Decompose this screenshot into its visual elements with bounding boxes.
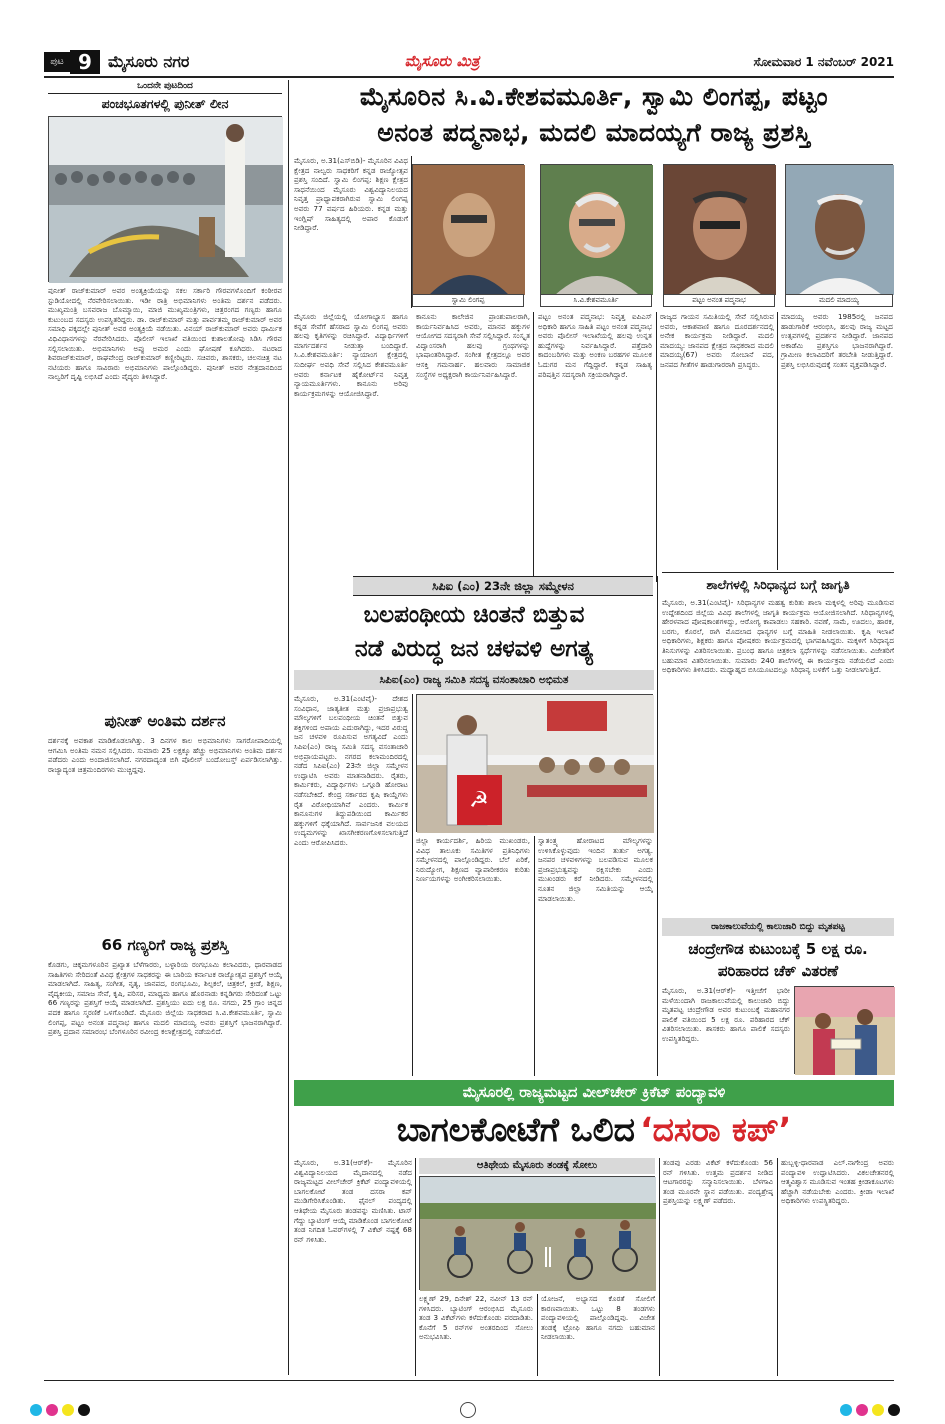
lead-col-rule-3 xyxy=(656,312,657,582)
caption-pattam-ananta: ಪಟ್ಟಂ ಅನಂತ ಪದ್ಮನಾಭ xyxy=(663,294,775,307)
registration-cyan-2 xyxy=(840,1404,852,1416)
cpim-col-rule-2 xyxy=(534,836,535,1076)
cpim-col-rule xyxy=(412,694,413,1076)
cheque-title-line1: ಚಂದ್ರೇಗೌಡ ಕುಟುಂಬಕ್ಕೆ 5 ಲಕ್ಷ ರೂ. xyxy=(688,940,868,958)
cricket-body-col-b: ಲಕ್ಷ್ಮಣ್ 29, ದಿನೇಶ್ 22, ನವೀನ್ 13 ರನ್ ಗಳಿಸಿದರು. ಬ್ಯಾಟಿಂಗ್ ಆರಂಭಿಸಿದ ಮೈಸೂರು ತಂಡ 3 ವಿಕೆಟ್‌ಗಳು ಕಳೆದುಕೊಂಡು ಪರದಾಡಿತು. ಕೊನೆಗೆ 5 ರನ್‌ಗಳ ಅಂತರದಿಂದ ಸೋಲು ಅನುಭವಿಸಿತು. xyxy=(419,1294,533,1342)
cpim-body-col-c: ಸ್ವಾತಂತ್ರ್ಯ ಹೋರಾಟದ ಮೌಲ್ಯಗಳನ್ನು ಉಳಿಸಿಕೊಳ್ಳುವುದು ಇಂದಿನ ತುರ್ತು ಅಗತ್ಯ. ಜನಪರ ಚಳವಳಿಗಳನ್ನು ಬಲಪಡಿಸುವ ಮೂಲಕ ಪ್ರಜಾಪ್ರಭುತ್ವವನ್ನು ರಕ್ಷಿಸಬೇಕು ಎಂದು ಮುಖಂಡರು ಕರೆ ನೀಡಿದರು. ಸಮ್ಮೇಳನದಲ್ಲಿ ನೂತನ ಜಿಲ್ಲಾ ಸಮಿತಿಯನ್ನು ಆಯ್ಕೆ ಮಾಡಲಾಯಿತು. xyxy=(538,836,653,903)
registration-center xyxy=(460,1402,476,1418)
left-story-body: ಪುನೀತ್ ರಾಜ್‌ಕುಮಾರ್ ಅವರ ಅಂತ್ಯಕ್ರಿಯೆಯನ್ನು ಸಕಲ ಸರ್ಕಾರಿ ಗೌರವಗಳೊಂದಿಗೆ ಕಂಠೀರವ ಸ್ಟುಡಿಯೋದಲ್ಲಿ ನೆರವೇರಿಸಲಾಯಿತು. ಇಡೀ ರಾತ್ರಿ ಅಭಿಮಾನಿಗಳು ಅಂತಿಮ ದರ್ಶನ ಪಡೆದರು. ಮುಖ್ಯಮಂತ್ರಿ ಬಸವರಾಜ ಬೊಮ್ಮಾಯಿ, ಮಾಜಿ ಮುಖ್ಯಮಂತ್ರಿಗಳು, ಚಿತ್ರರಂಗದ ಗಣ್ಯರು ಹಾಗೂ ಕುಟುಂಬದ ಸದಸ್ಯರು ಉಪಸ್ಥಿತರಿದ್ದರು. ಡಾ. ರಾಜ್‌ಕುಮಾರ್ ಮತ್ತು ಪಾರ್ವತಮ್ಮ ರಾಜ್‌ಕುಮಾರ್ ಅವರ ಸಮಾಧಿ ಪಕ್ಕದಲ್ಲೇ ಪುನೀತ್ ಅವರ ಅಂತ್ಯಕ್ರಿಯೆ ನಡೆಯಿತು. ವಿನಯ್ ರಾಜ್‌ಕುಮಾರ್ ಅವರು ಧಾರ್ಮಿಕ ವಿಧಿವಿಧಾನಗಳನ್ನು ನೆರವೇರಿಸಿದರು. ಪೊಲೀಸ್ ಇಲಾಖೆ ವತಿಯಿಂದ ಕುಶಾಲತೋಪು ಸಿಡಿಸಿ ಗೌರವ ಸಲ್ಲಿಸಲಾಯಿತು. ಅಭಿಮಾನಿಗಳು ಅಪ್ಪು ಅಮರ ಎಂದು ಘೋಷಣೆ ಕೂಗಿದರು. ನಟರಾದ ಶಿವರಾಜ್‌ಕುಮಾರ್, ರಾಘವೇಂದ್ರ ರಾಜ್‌ಕುಮಾರ್ ಕಣ್ಣೀರಿಟ್ಟರು. ಸಚಿವರು, ಶಾಸಕರು, ಚಲನಚಿತ್ರ ನಟ ನಟಿಯರು ಹಾಗೂ ಸಾವಿರಾರು ಅಭಿಮಾನಿಗಳು ಪಾಲ್ಗೊಂಡಿದ್ದರು. ಪುನೀತ್ ಅವರ ನೇತ್ರದಾನದಿಂದ ನಾಲ್ವರಿಗೆ ದೃಷ್ಟಿ ಲಭಿಸಿದೆ ಎಂದು ವೈದ್ಯರು ತಿಳಿಸಿದ್ದಾರೆ. xyxy=(48,286,282,382)
cricket-body-col-d: ತಂಡವು ಎರಡು ವಿಕೆಟ್ ಕಳೆದುಕೊಂಡು 56 ರನ್ ಗಳಿಸಿತು. ಉತ್ತಮ ಪ್ರದರ್ಶನ ನೀಡಿದ ಆಟಗಾರರನ್ನು ಸನ್ಮಾನಿಸಲಾಯಿತು. ಬೆಳಗಾವಿ ತಂಡ ಮೂರನೇ ಸ್ಥಾನ ಪಡೆಯಿತು. ಪಂದ್ಯಶ್ರೇಷ್ಠ ಪ್ರಶಸ್ತಿಯನ್ನು ಲಕ್ಷ್ಮಣ್ ಪಡೆದರು. xyxy=(663,1158,773,1206)
cheque-kicker: ರಾಜಕಾಲುವೆಯಲ್ಲಿ ಕಾಲುಜಾರಿ ಬಿದ್ದು ಮೃತಪಟ್ಟ xyxy=(662,918,894,936)
funeral-photo xyxy=(48,116,282,282)
lead-intro: ಮೈಸೂರು, ಅ.31(ಎಸ್‌ಬಿಡಿ)- ಮೈಸೂರಿನ ವಿವಿಧ ಕ್ಷೇತ್ರದ ನಾಲ್ವರು ಸಾಧಕರಿಗೆ ಕನ್ನಡ ರಾಜ್ಯೋತ್ಸವ ಪ್ರಶಸ್ತಿ ಸಂದಿದೆ. ಸ್ವಾಮಿ ಲಿಂಗಪ್ಪ: ಶಿಕ್ಷಣ ಕ್ಷೇತ್ರದ ಸಾಧನೆಯಿಂದ ಮೈಸೂರು ವಿಶ್ವವಿದ್ಯಾನಿಲಯದ ನಿವೃತ್ತ ಪ್ರಾಧ್ಯಾಪಕರಾಗಿರುವ ಸ್ವಾಮಿ ಲಿಂಗಪ್ಪ ಅವರು 77 ವರ್ಷದ ಹಿರಿಯರು. ಕನ್ನಡ ಮತ್ತು ಇಂಗ್ಲಿಷ್ ಸಾಹಿತ್ಯದಲ್ಲಿ ಅಪಾರ ಕೊಡುಗೆ ನೀಡಿದ್ದಾರೆ. xyxy=(294,156,408,233)
cricket-col-rule-2 xyxy=(537,1294,538,1376)
cricket-headline: ಬಾಗಲಕೋಟೆಗೆ ಒಲಿದ xyxy=(396,1110,635,1149)
cricket-headline-wrap xyxy=(294,1108,894,1152)
lead-body-col-b: ಕಾನೂನು ಕಾಲೇಜಿನ ಪ್ರಾಂಶುಪಾಲರಾಗಿ, ಕಾರ್ಯನಿರ್ವಹಿಸಿದ ಅವರು, ಮಾನವ ಹಕ್ಕುಗಳ ಆಯೋಗದ ಸದಸ್ಯರಾಗಿ ಸೇವೆ ಸಲ್ಲಿಸಿದ್ದಾರೆ. ಸಂಸ್ಕೃತ ವಿದ್ವಾಂಸರಾಗಿ ಹಲವು ಗ್ರಂಥಗಳನ್ನು ಭಾಷಾಂತರಿಸಿದ್ದಾರೆ. ಸಂಗೀತ ಕ್ಷೇತ್ರದಲ್ಲೂ ಅವರ ಆಸಕ್ತಿ ಗಮನಾರ್ಹ. ಹಲವಾರು ಸಾಮಾಜಿಕ ಸಂಸ್ಥೆಗಳ ಅಧ್ಯಕ್ಷರಾಗಿ ಕಾರ್ಯನಿರ್ವಹಿಸಿದ್ದಾರೆ. xyxy=(416,312,531,379)
issue-date: ಸೋಮವಾರ 1 ನವೆಂಬರ್ 2021 xyxy=(753,55,894,69)
registration-yellow xyxy=(62,1404,74,1416)
school-story-body: ಮೈಸೂರು, ಅ.31(ಎಂಟಿವೈ)- ಸಿರಿಧಾನ್ಯಗಳ ಮಹತ್ವ ಕುರಿತು ಶಾಲಾ ಮಕ್ಕಳಲ್ಲಿ ಅರಿವು ಮೂಡಿಸುವ ಉದ್ದೇಶದಿಂದ ಜಿಲ್ಲೆಯ ವಿವಿಧ ಶಾಲೆಗಳಲ್ಲಿ ಜಾಗೃತಿ ಕಾರ್ಯಕ್ರಮ ಆಯೋಜಿಸಲಾಗಿದೆ. ಸಿರಿಧಾನ್ಯಗಳಲ್ಲಿ ಹೇರಳವಾದ ಪೋಷಕಾಂಶಗಳಿದ್ದು, ಆರೋಗ್ಯ ಕಾಪಾಡಲು ಸಹಕಾರಿ. ನವಣೆ, ಸಾಮೆ, ಊದಲು, ಹಾರಕ, ಬರಗು, ಕೊರಲೆ, ರಾಗಿ ಮೊದಲಾದ ಧಾನ್ಯಗಳ ಬಗ್ಗೆ ಮಾಹಿತಿ ನೀಡಲಾಯಿತು. ಕೃಷಿ ಇಲಾಖೆ ಅಧಿಕಾರಿಗಳು, ಶಿಕ್ಷಕರು ಹಾಗೂ ಪೋಷಕರು ಕಾರ್ಯಕ್ರಮದಲ್ಲಿ ಭಾಗವಹಿಸಿದ್ದರು. ಮಕ್ಕಳಿಗೆ ಸಿರಿಧಾನ್ಯದ ತಿನಿಸುಗಳನ್ನು ವಿತರಿಸಲಾಯಿತು. ಪ್ರಬಂಧ ಹಾಗೂ ಚಿತ್ರಕಲಾ ಸ್ಪರ್ಧೆಗಳನ್ನು ನಡೆಸಲಾಯಿತು. ವಿಜೇತರಿಗೆ ಬಹುಮಾನ ವಿತರಿಸಲಾಯಿತು. ಸುಮಾರು 240 ಶಾಲೆಗಳಲ್ಲಿ ಈ ಕಾರ್ಯಕ್ರಮ ನಡೆಯಲಿದೆ ಎಂದು ಅಧಿಕಾರಿಗಳು ತಿಳಿಸಿದರು. ಮಧ್ಯಾಹ್ನದ ಬಿಸಿಯೂಟದಲ್ಲೂ ಸಿರಿಧಾನ್ಯ ಬಳಕೆಗೆ ಒತ್ತು ನೀಡಲಾಗುತ್ತಿದೆ. xyxy=(662,598,894,675)
cheque-title-line2: ಪರಿಹಾರದ ಚೆಕ್ ವಿತರಣೆ xyxy=(717,962,839,980)
registration-black-2 xyxy=(888,1404,900,1416)
masthead-logo: ಮೈಸೂರು ಮಿತ್ರ xyxy=(404,52,480,70)
portrait-swami-lingappa xyxy=(412,164,524,294)
lead-body-col-a: ಮೈಸೂರು ಜಿಲ್ಲೆಯಲ್ಲಿ ಯೋಗಾಭ್ಯಾಸ ಹಾಗೂ ಕನ್ನಡ ಸೇವೆಗೆ ಹೆಸರಾದ ಸ್ವಾಮಿ ಲಿಂಗಪ್ಪ ಅವರು ಹಲವು ಕೃತಿಗಳನ್ನು ರಚಿಸಿದ್ದಾರೆ. ವಿದ್ಯಾರ್ಥಿಗಳಿಗೆ ಮಾರ್ಗದರ್ಶನ ನೀಡುತ್ತಾ ಬಂದಿದ್ದಾರೆ. ಸಿ.ವಿ.ಕೇಶವಮೂರ್ತಿ: ನ್ಯಾಯಾಂಗ ಕ್ಷೇತ್ರದಲ್ಲಿ ಸುದೀರ್ಘ ಅವಧಿ ಸೇವೆ ಸಲ್ಲಿಸಿದ ಕೇಶವಮೂರ್ತಿ ಅವರು ಕರ್ನಾಟಕ ಹೈಕೋರ್ಟ್‌ನ ನಿವೃತ್ತ ನ್ಯಾಯಮೂರ್ತಿಗಳು. ಕಾನೂನು ಅರಿವು ಕಾರ್ಯಕ್ರಮಗಳನ್ನು ಆಯೋಜಿಸಿದ್ದಾರೆ. xyxy=(294,312,408,398)
left-story-kicker: ಒಂದನೇ ಪುಟದಿಂದ xyxy=(48,80,282,94)
school-top-rule xyxy=(662,572,894,573)
page-label: ಪುಟ xyxy=(44,52,70,72)
registration-black xyxy=(78,1404,90,1416)
left-sub-heading-awards: 66 ಗಣ್ಯರಿಗೆ ರಾಜ್ಯ ಪ್ರಶಸ್ತಿ xyxy=(101,936,229,954)
cricket-col-rule-4 xyxy=(777,1158,778,1376)
section-name: ಮೈಸೂರು ನಗರ xyxy=(108,52,190,71)
lead-body-col-e: ಮಾದಯ್ಯ ಅವರು 1985ರಲ್ಲಿ ಜನಪದ ಹಾಡುಗಾರಿಕೆ ಆರಂಭಿಸಿ, ಹಲವು ರಾಜ್ಯ ಮಟ್ಟದ ಉತ್ಸವಗಳಲ್ಲಿ ಪ್ರದರ್ಶನ ನೀಡಿದ್ದಾರೆ. ಜಾನಪದ ಅಕಾಡೆಮಿ ಪ್ರಶಸ್ತಿಗೂ ಭಾಜನರಾಗಿದ್ದಾರೆ. ಗ್ರಾಮೀಣ ಕಲಾವಿದರಿಗೆ ತರಬೇತಿ ನೀಡುತ್ತಿದ್ದಾರೆ. ಪ್ರಶಸ್ತಿ ಲಭಿಸಿರುವುದಕ್ಕೆ ಸಂತಸ ವ್ಯಕ್ತಪಡಿಸಿದ್ದಾರೆ. xyxy=(781,312,893,369)
lead-body-col-c: ಪಟ್ಟಂ ಅನಂತ ಪದ್ಮನಾಭ: ನಿವೃತ್ತ ಐಪಿಎಸ್ ಅಧಿಕಾರಿ ಹಾಗೂ ಸಾಹಿತಿ ಪಟ್ಟಂ ಅನಂತ ಪದ್ಮನಾಭ ಅವರು ಪೊಲೀಸ್ ಇಲಾಖೆಯಲ್ಲಿ ಹಲವು ಉನ್ನತ ಹುದ್ದೆಗಳನ್ನು ನಿರ್ವಹಿಸಿದ್ದಾರೆ. ಪತ್ತೆದಾರಿ ಕಾದಂಬರಿಗಳು ಮತ್ತು ಅಂಕಣ ಬರಹಗಳ ಮೂಲಕ ಓದುಗರ ಮನ ಗೆದ್ದಿದ್ದಾರೆ. ಕನ್ನಡ ಸಾಹಿತ್ಯ ಪರಿಷತ್ತಿನ ಸದಸ್ಯರಾಗಿ ಸಕ್ರಿಯರಾಗಿದ್ದಾರೆ. xyxy=(538,312,652,379)
left-story-title: ಪಂಚಭೂತಗಳಲ್ಲಿ ಪುನೀತ್ ಲೀನ xyxy=(101,96,229,111)
left-awards-body: ಕೊಡಗು, ಚಿಕ್ಕಮಗಳೂರಿನ ಪ್ರಖ್ಯಾತ ಬೆಳೆಗಾರರು, ಬಳ್ಳಾರಿಯ ರಂಗಭೂಮಿ ಕಲಾವಿದರು, ಧಾರವಾಡದ ಸಾಹಿತಿಗಳು ಸೇರಿದಂತೆ ವಿವಿಧ ಕ್ಷೇತ್ರಗಳ ಸಾಧಕರನ್ನು ಈ ಬಾರಿಯ ಕರ್ನಾಟಕ ರಾಜ್ಯೋತ್ಸವ ಪ್ರಶಸ್ತಿಗೆ ಆಯ್ಕೆ ಮಾಡಲಾಗಿದೆ. ಸಾಹಿತ್ಯ, ಸಂಗೀತ, ನೃತ್ಯ, ಜಾನಪದ, ರಂಗಭೂಮಿ, ಶಿಲ್ಪಕಲೆ, ಚಿತ್ರಕಲೆ, ಕ್ರೀಡೆ, ಶಿಕ್ಷಣ, ವೈದ್ಯಕೀಯ, ಸಮಾಜ ಸೇವೆ, ಕೃಷಿ, ಪರಿಸರ, ಮಾಧ್ಯಮ ಹಾಗೂ ಹೊರನಾಡು ಕನ್ನಡಿಗರು ಸೇರಿದಂತೆ ಒಟ್ಟು 66 ಗಣ್ಯರನ್ನು ಪ್ರಶಸ್ತಿಗೆ ಆಯ್ಕೆ ಮಾಡಲಾಗಿದೆ. ಪ್ರಶಸ್ತಿಯು ಐದು ಲಕ್ಷ ರೂ. ನಗದು, 25 ಗ್ರಾಂ ಚಿನ್ನದ ಪದಕ ಹಾಗೂ ಸ್ಮರಣಿಕೆ ಒಳಗೊಂಡಿದೆ. ಮೈಸೂರು ಜಿಲ್ಲೆಯ ಸಾಧಕರಾದ ಸಿ.ವಿ.ಕೇಶವಮೂರ್ತಿ, ಸ್ವಾಮಿ ಲಿಂಗಪ್ಪ, ಪಟ್ಟಂ ಅನಂತ ಪದ್ಮನಾಭ ಹಾಗೂ ಮದಲಿ ಮಾದಯ್ಯ ಅವರು ಪ್ರಶಸ್ತಿಗೆ ಭಾಜನರಾಗಿದ್ದಾರೆ. ಪ್ರಶಸ್ತಿ ಪ್ರದಾನ ಸಮಾರಂಭ ಬೆಂಗಳೂರಿನ ರವೀಂದ್ರ ಕಲಾಕ್ಷೇತ್ರದಲ್ಲಿ ನಡೆಯಲಿದೆ. xyxy=(48,960,282,1037)
cricket-match-photo xyxy=(419,1176,655,1290)
cpim-banner: ಸಿಪಿಐ (ಎಂ) 23ನೇ ಜಿಲ್ಲಾ ಸಮ್ಮೇಳನ xyxy=(353,576,653,596)
cricket-headline-quote: ‘ದಸರಾ ಕಪ್’ xyxy=(640,1110,792,1149)
lead-headline-line2: ಅನಂತ ಪದ್ಮನಾಭ, ಮದಲಿ ಮಾದಯ್ಯಗೆ ರಾಜ್ಯ ಪ್ರಶಸ್ತಿ xyxy=(377,118,811,147)
svg-text:☭: ☭ xyxy=(469,788,489,813)
registration-magenta-2 xyxy=(856,1404,868,1416)
cpim-subhead: ಸಿಪಿಐ(ಎಂ) ರಾಜ್ಯ ಸಮಿತಿ ಸದಸ್ಯ ವಸಂತಾಚಾರಿ ಅಭಿಮತ xyxy=(294,670,654,690)
cheque-story-body: ಮೈಸೂರು, ಅ.31(ಆರ್‌ಕೆ)- ಇತ್ತೀಚೆಗೆ ಭಾರೀ ಮಳೆಯಿಂದಾಗಿ ರಾಜಕಾಲುವೆಯಲ್ಲಿ ಕಾಲುಜಾರಿ ಬಿದ್ದು ಮೃತಪಟ್ಟ ಚಂದ್ರೇಗೌಡ ಅವರ ಕುಟುಂಬಕ್ಕೆ ಮಹಾನಗರ ಪಾಲಿಕೆ ವತಿಯಿಂದ 5 ಲಕ್ಷ ರೂ. ಪರಿಹಾರದ ಚೆಕ್ ವಿತರಿಸಲಾಯಿತು. ಶಾಸಕರು ಹಾಗೂ ಪಾಲಿಕೆ ಸದಸ್ಯರು ಉಪಸ್ಥಿತರಿದ್ದರು. xyxy=(662,986,790,1043)
cricket-banner: ಮೈಸೂರಲ್ಲಿ ರಾಜ್ಯಮಟ್ಟದ ವೀಲ್‌ಚೇರ್ ಕ್ರಿಕೆಟ್ ಪಂದ್ಯಾವಳಿ xyxy=(294,1080,894,1106)
cpim-headline-line2: ನಡೆ ವಿರುದ್ಧ ಜನ ಚಳವಳಿ ಅಗತ್ಯ xyxy=(354,636,594,662)
cricket-body-col-c: ಯೋಜನೆ, ಅಭ್ಯಾಸದ ಕೊರತೆ ಸೋಲಿಗೆ ಕಾರಣವಾಯಿತು. ಒಟ್ಟು 8 ತಂಡಗಳು ಪಂದ್ಯಾವಳಿಯಲ್ಲಿ ಪಾಲ್ಗೊಂಡಿದ್ದವು. ವಿಜೇತ ತಂಡಕ್ಕೆ ಟ್ರೋಫಿ ಹಾಗೂ ನಗದು ಬಹುಮಾನ ನೀಡಲಾಯಿತು. xyxy=(541,1294,655,1342)
school-story-title: ಶಾಲೆಗಳಲ್ಲಿ ಸಿರಿಧಾನ್ಯದ ಬಗ್ಗೆ ಜಾಗೃತಿ xyxy=(706,577,850,592)
lead-body-col-d: ರಾಜ್ಯದ ಗಾಯನ ಸಮಿತಿಯಲ್ಲಿ ಸೇವೆ ಸಲ್ಲಿಸಿರುವ ಅವರು, ಆಕಾಶವಾಣಿ ಹಾಗೂ ದೂರದರ್ಶನದಲ್ಲಿ ಅನೇಕ ಕಾರ್ಯಕ್ರಮ ನೀಡಿದ್ದಾರೆ. ಮದಲಿ ಮಾದಯ್ಯ: ಜಾನಪದ ಕ್ಷೇತ್ರದ ಸಾಧಕರಾದ ಮದಲಿ ಮಾದಯ್ಯ(67) ಅವರು ಸೋಬಾನೆ ಪದ, ಜನಪದ ಗೀತೆಗಳ ಹಾಡುಗಾರರಾಗಿ ಪ್ರಸಿದ್ಧರು. xyxy=(660,312,774,369)
lead-col-rule-2 xyxy=(533,312,534,582)
registration-cyan xyxy=(30,1404,42,1416)
left-sub-heading-darshan: ಪುನೀತ್ ಅಂತಿಮ ದರ್ಶನ xyxy=(104,712,226,730)
portrait-madali-madaiah xyxy=(785,164,893,294)
cricket-col-rule-3 xyxy=(659,1158,660,1376)
header-rule xyxy=(44,76,894,78)
caption-swami-lingappa: ಸ್ವಾಮಿ ಲಿಂಗಪ್ಪ xyxy=(412,294,524,307)
registration-yellow-2 xyxy=(872,1404,884,1416)
caption-madali-madaiah: ಮದಲಿ ಮಾದಯ್ಯ xyxy=(785,294,893,307)
registration-magenta xyxy=(46,1404,58,1416)
cpim-body-col-b: ಜಿಲ್ಲಾ ಕಾರ್ಯದರ್ಶಿ, ಹಿರಿಯ ಮುಖಂಡರು, ವಿವಿಧ ತಾಲೂಕು ಸಮಿತಿಗಳ ಪ್ರತಿನಿಧಿಗಳು ಸಮ್ಮೇಳನದಲ್ಲಿ ಪಾಲ್ಗೊಂಡಿದ್ದರು. ಬೆಲೆ ಏರಿಕೆ, ನಿರುದ್ಯೋಗ, ಶಿಕ್ಷಣದ ವ್ಯಾಪಾರೀಕರಣ ಕುರಿತು ನಿರ್ಣಯಗಳನ್ನು ಅಂಗೀಕರಿಸಲಾಯಿತು. xyxy=(416,836,530,884)
portrait-keshavamurthy xyxy=(540,164,652,294)
left-darshan-body: ದರ್ಶನಕ್ಕೆ ಅವಕಾಶ ಮಾಡಿಕೊಡಲಾಗಿತ್ತು. 3 ದಿನಗಳ ಕಾಲ ಅಭಿಮಾನಿಗಳು ಸಾಗರೋಪಾದಿಯಲ್ಲಿ ಆಗಮಿಸಿ ಅಂತಿಮ ನಮನ ಸಲ್ಲಿಸಿದರು. ಸುಮಾರು 25 ಲಕ್ಷಕ್ಕೂ ಹೆಚ್ಚು ಅಭಿಮಾನಿಗಳು ಅಂತಿಮ ದರ್ಶನ ಪಡೆದರು ಎಂದು ಅಂದಾಜಿಸಲಾಗಿದೆ. ನಗರದಾದ್ಯಂತ ಬಿಗಿ ಪೊಲೀಸ್ ಬಂದೋಬಸ್ತ್ ಏರ್ಪಡಿಸಲಾಗಿತ್ತು. ರಾಜ್ಯಾದ್ಯಂತ ಚಿತ್ರಮಂದಿರಗಳು ಮುಚ್ಚಿದ್ದವು. xyxy=(48,736,282,774)
cheque-handover-photo xyxy=(794,986,894,1074)
cricket-col-rule-1 xyxy=(415,1158,416,1376)
lead-col-rule-1 xyxy=(411,156,412,308)
cpim-conference-photo xyxy=(416,694,653,832)
footer-rule xyxy=(44,1380,894,1381)
page-number: 9 xyxy=(70,50,100,74)
cricket-body-col-e: ಹುಬ್ಬಳ್ಳಿ-ಧಾರವಾಡ ಎಲ್.ನಾಗೇಂದ್ರ ಅವರು ಪಂದ್ಯಾವಳಿ ಉದ್ಘಾಟಿಸಿದರು. ವಿಕಲಚೇತನರಲ್ಲಿ ಆತ್ಮವಿಶ್ವಾಸ ಮೂಡಿಸುವ ಇಂತಹ ಕ್ರೀಡಾಕೂಟಗಳು ಹೆಚ್ಚಾಗಿ ನಡೆಯಬೇಕು ಎಂದರು. ಕ್ರೀಡಾ ಇಲಾಖೆ ಅಧಿಕಾರಿಗಳು ಉಪಸ್ಥಿತರಿದ್ದರು. xyxy=(781,1158,894,1206)
middle-right-divider xyxy=(657,576,658,1076)
cpim-body-col-a: ಮೈಸೂರು, ಅ.31(ಎಂಟಿವೈ)- ದೇಶದ ಸಂವಿಧಾನ, ಜಾತ್ಯತೀತ ಮತ್ತು ಪ್ರಜಾಪ್ರಭುತ್ವ ಮೌಲ್ಯಗಳಿಗೆ ಬಲಪಂಥೀಯ ಚಿಂತನೆ ಬಿತ್ತುವ ಶಕ್ತಿಗಳಿಂದ ಅಪಾಯ ಎದುರಾಗಿದ್ದು, ಇದರ ವಿರುದ್ಧ ಜನ ಚಳವಳಿ ರೂಪಿಸುವ ಅಗತ್ಯವಿದೆ ಎಂದು ಸಿಪಿಐ(ಎಂ) ರಾಜ್ಯ ಸಮಿತಿ ಸದಸ್ಯ ವಸಂತಾಚಾರಿ ಅಭಿಪ್ರಾಯಪಟ್ಟರು. ನಗರದ ಕಲಾಮಂದಿರದಲ್ಲಿ ನಡೆದ ಸಿಪಿಐ(ಎಂ) 23ನೇ ಜಿಲ್ಲಾ ಸಮ್ಮೇಳನ ಉದ್ಘಾಟಿಸಿ ಅವರು ಮಾತನಾಡಿದರು. ರೈತರು, ಕಾರ್ಮಿಕರು, ವಿದ್ಯಾರ್ಥಿಗಳು ಒಗ್ಗೂಡಿ ಹೋರಾಟ ನಡೆಸಬೇಕಿದೆ. ಕೇಂದ್ರ ಸರ್ಕಾರದ ಕೃಷಿ ಕಾಯ್ದೆಗಳು ರೈತ ವಿರೋಧಿಯಾಗಿವೆ ಎಂದರು. ಕಾರ್ಮಿಕ ಕಾನೂನುಗಳ ತಿದ್ದುಪಡಿಯಿಂದ ಕಾರ್ಮಿಕರ ಹಕ್ಕುಗಳಿಗೆ ಧಕ್ಕೆಯಾಗಿದೆ. ಸಾರ್ವಜನಿಕ ವಲಯದ ಉದ್ಯಮಗಳನ್ನು ಖಾಸಗೀಕರಣಗೊಳಿಸಲಾಗುತ್ತಿದೆ ಎಂದು ಆರೋಪಿಸಿದರು. xyxy=(294,694,408,847)
cricket-photo-caption: ಆತಿಥೇಯ ಮೈಸೂರು ತಂಡಕ್ಕೆ ಸೋಲು xyxy=(419,1158,655,1174)
lead-headline-line1: ಮೈಸೂರಿನ ಸಿ.ವಿ.ಕೇಶವಮೂರ್ತಿ, ಸ್ವಾಮಿ ಲಿಂಗಪ್ಪ, ಪಟ್ಟಂ xyxy=(359,82,829,111)
page-header xyxy=(44,50,894,74)
left-column-divider xyxy=(288,80,289,1375)
cricket-body-col-a: ಮೈಸೂರು, ಅ.31(ಆರ್‌ಕೆ)- ಮೈಸೂರಿನ ವಿಶ್ವವಿದ್ಯಾನಿಲಯದ ಮೈದಾನದಲ್ಲಿ ನಡೆದ ರಾಜ್ಯಮಟ್ಟದ ವೀಲ್‌ಚೇರ್ ಕ್ರಿಕೆಟ್ ಪಂದ್ಯಾವಳಿಯಲ್ಲಿ ಬಾಗಲಕೋಟೆ ತಂಡ ದಸರಾ ಕಪ್ ಮುಡಿಗೇರಿಸಿಕೊಂಡಿತು. ಫೈನಲ್ ಪಂದ್ಯದಲ್ಲಿ ಆತಿಥೇಯ ಮೈಸೂರು ತಂಡವನ್ನು ಮಣಿಸಿತು. ಟಾಸ್ ಗೆದ್ದು ಬ್ಯಾಟಿಂಗ್ ಆಯ್ಕೆ ಮಾಡಿಕೊಂಡ ಬಾಗಲಕೋಟೆ ತಂಡ ನಿಗದಿತ ಓವರ್‌ಗಳಲ್ಲಿ 7 ವಿಕೆಟ್ ನಷ್ಟಕ್ಕೆ 68 ರನ್ ಗಳಿಸಿತು. xyxy=(294,1158,412,1244)
cpim-headline-line1: ಬಲಪಂಥೀಯ ಚಿಂತನೆ ಬಿತ್ತುವ xyxy=(363,602,585,628)
lead-col-rule-4 xyxy=(777,312,778,570)
portrait-pattam-ananta xyxy=(663,164,775,294)
caption-keshavamurthy: ಸಿ.ವಿ.ಕೇಶವಮೂರ್ತಿ xyxy=(540,294,652,307)
